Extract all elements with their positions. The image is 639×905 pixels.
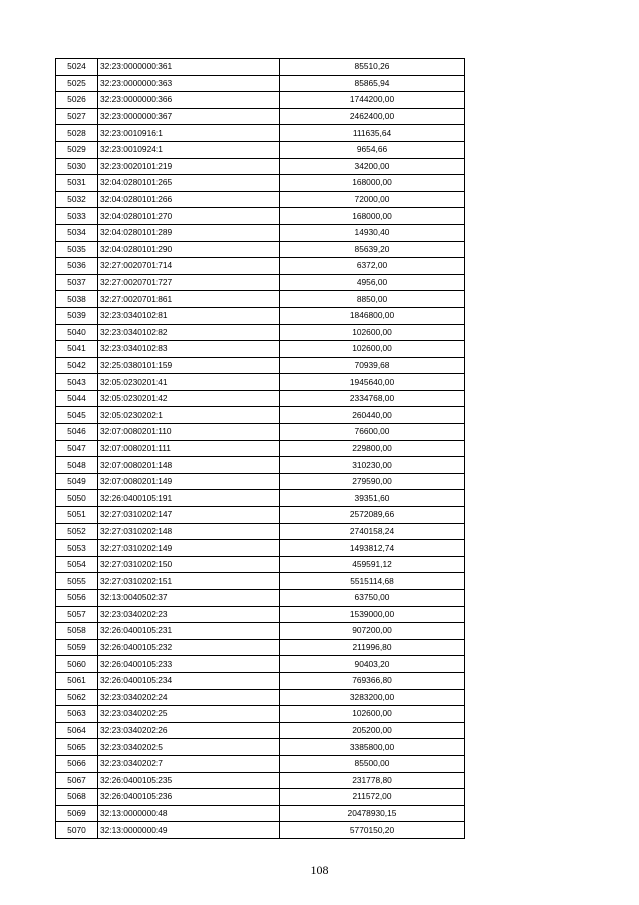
- value-cell: 4956,00: [280, 274, 465, 291]
- value-cell: 1744200,00: [280, 92, 465, 109]
- table-row: [56, 540, 465, 557]
- cadastral-number-cell: 32:07:0080201:149: [98, 473, 280, 490]
- row-number-cell: 5037: [56, 274, 98, 291]
- table-row: [56, 590, 465, 607]
- value-cell: 5515114,68: [280, 573, 465, 590]
- table-body: [56, 59, 465, 839]
- value-cell: 6372,00: [280, 258, 465, 275]
- table-row: [56, 407, 465, 424]
- cadastral-number-cell: 32:27:0020701:727: [98, 274, 280, 291]
- table-row: [56, 158, 465, 175]
- value-cell: 102600,00: [280, 341, 465, 358]
- page-number: 108: [310, 863, 329, 877]
- row-number-cell: 5053: [56, 540, 98, 557]
- table-row: [56, 108, 465, 125]
- value-cell: 168000,00: [280, 208, 465, 225]
- value-cell: 85500,00: [280, 755, 465, 772]
- cadastral-number-cell: 32:27:0310202:147: [98, 507, 280, 524]
- row-number-cell: 5067: [56, 772, 98, 789]
- table-row: [56, 357, 465, 374]
- cadastral-number-cell: 32:27:0310202:148: [98, 523, 280, 540]
- value-cell: 1945640,00: [280, 374, 465, 391]
- value-cell: 85639,20: [280, 241, 465, 258]
- cadastral-number-cell: 32:26:0400105:191: [98, 490, 280, 507]
- cadastral-number-cell: 32:04:0280101:290: [98, 241, 280, 258]
- value-cell: 111635,64: [280, 125, 465, 142]
- cadastral-number-cell: 32:26:0400105:233: [98, 656, 280, 673]
- cadastral-number-cell: 32:23:0000000:361: [98, 59, 280, 76]
- cadastral-number-cell: 32:13:0000000:48: [98, 805, 280, 822]
- cadastral-number-cell: 32:26:0400105:232: [98, 639, 280, 656]
- table-row: [56, 125, 465, 142]
- cadastral-number-cell: 32:05:0230201:41: [98, 374, 280, 391]
- value-cell: 102600,00: [280, 706, 465, 723]
- row-number-cell: 5065: [56, 739, 98, 756]
- table-row: [56, 805, 465, 822]
- cadastral-number-cell: 32:04:0280101:270: [98, 208, 280, 225]
- cadastral-number-cell: 32:23:0340102:81: [98, 307, 280, 324]
- value-cell: 85510,26: [280, 59, 465, 76]
- cadastral-number-cell: 32:23:0000000:367: [98, 108, 280, 125]
- row-number-cell: 5043: [56, 374, 98, 391]
- cadastral-number-cell: 32:04:0280101:266: [98, 191, 280, 208]
- row-number-cell: 5038: [56, 291, 98, 308]
- row-number-cell: 5029: [56, 141, 98, 158]
- row-number-cell: 5032: [56, 191, 98, 208]
- value-cell: 20478930,15: [280, 805, 465, 822]
- cadastral-number-cell: 32:27:0310202:150: [98, 556, 280, 573]
- value-cell: 1493812,74: [280, 540, 465, 557]
- cadastral-number-cell: 32:23:0340102:83: [98, 341, 280, 358]
- row-number-cell: 5059: [56, 639, 98, 656]
- table-row: [56, 739, 465, 756]
- value-cell: 2740158,24: [280, 523, 465, 540]
- row-number-cell: 5050: [56, 490, 98, 507]
- cadastral-number-cell: 32:23:0010916:1: [98, 125, 280, 142]
- row-number-cell: 5062: [56, 689, 98, 706]
- row-number-cell: 5044: [56, 390, 98, 407]
- table-row: [56, 59, 465, 76]
- cadastral-number-cell: 32:23:0340202:23: [98, 606, 280, 623]
- table-row: [56, 224, 465, 241]
- table-row: [56, 374, 465, 391]
- row-number-cell: 5054: [56, 556, 98, 573]
- cadastral-number-cell: 32:07:0080201:111: [98, 440, 280, 457]
- table-row: [56, 440, 465, 457]
- table-row: [56, 473, 465, 490]
- table-row: [56, 755, 465, 772]
- table-row: [56, 274, 465, 291]
- row-number-cell: 5055: [56, 573, 98, 590]
- value-cell: 3385800,00: [280, 739, 465, 756]
- cadastral-number-cell: 32:13:0040502:37: [98, 590, 280, 607]
- cadastral-number-cell: 32:27:0020701:861: [98, 291, 280, 308]
- row-number-cell: 5049: [56, 473, 98, 490]
- cadastral-number-cell: 32:26:0400105:231: [98, 623, 280, 640]
- table-row: [56, 556, 465, 573]
- row-number-cell: 5061: [56, 672, 98, 689]
- row-number-cell: 5041: [56, 341, 98, 358]
- row-number-cell: 5058: [56, 623, 98, 640]
- row-number-cell: 5051: [56, 507, 98, 524]
- cadastral-number-cell: 32:23:0340202:7: [98, 755, 280, 772]
- cadastral-number-cell: 32:07:0080201:110: [98, 424, 280, 441]
- row-number-cell: 5026: [56, 92, 98, 109]
- table-row: [56, 424, 465, 441]
- row-number-cell: 5027: [56, 108, 98, 125]
- value-cell: 2572089,66: [280, 507, 465, 524]
- value-cell: 76600,00: [280, 424, 465, 441]
- table-row: [56, 75, 465, 92]
- value-cell: 205200,00: [280, 722, 465, 739]
- value-cell: 34200,00: [280, 158, 465, 175]
- value-cell: 907200,00: [280, 623, 465, 640]
- cadastral-number-cell: 32:27:0310202:151: [98, 573, 280, 590]
- row-number-cell: 5045: [56, 407, 98, 424]
- cadastral-number-cell: 32:23:0340202:25: [98, 706, 280, 723]
- value-cell: 14930,40: [280, 224, 465, 241]
- value-cell: 2462400,00: [280, 108, 465, 125]
- cadastral-number-cell: 32:04:0280101:289: [98, 224, 280, 241]
- value-cell: 72000,00: [280, 191, 465, 208]
- table-row: [56, 457, 465, 474]
- cadastral-number-cell: 32:05:0230201:42: [98, 390, 280, 407]
- table-row: [56, 573, 465, 590]
- value-cell: 63750,00: [280, 590, 465, 607]
- table-row: [56, 523, 465, 540]
- row-number-cell: 5056: [56, 590, 98, 607]
- value-cell: 1539000,00: [280, 606, 465, 623]
- table-row: [56, 324, 465, 341]
- value-cell: 85865,94: [280, 75, 465, 92]
- cadastral-value-table: [55, 58, 465, 839]
- table-row: [56, 241, 465, 258]
- table-row: [56, 772, 465, 789]
- value-cell: 168000,00: [280, 175, 465, 192]
- value-cell: 211572,00: [280, 789, 465, 806]
- table-row: [56, 191, 465, 208]
- table-row: [56, 606, 465, 623]
- row-number-cell: 5024: [56, 59, 98, 76]
- row-number-cell: 5034: [56, 224, 98, 241]
- cadastral-number-cell: 32:26:0400105:235: [98, 772, 280, 789]
- cadastral-number-cell: 32:05:0230202:1: [98, 407, 280, 424]
- table-row: [56, 822, 465, 839]
- table-row: [56, 291, 465, 308]
- row-number-cell: 5031: [56, 175, 98, 192]
- cadastral-number-cell: 32:23:0000000:366: [98, 92, 280, 109]
- cadastral-number-cell: 32:13:0000000:49: [98, 822, 280, 839]
- cadastral-number-cell: 32:26:0400105:234: [98, 672, 280, 689]
- row-number-cell: 5070: [56, 822, 98, 839]
- value-cell: 3283200,00: [280, 689, 465, 706]
- table-row: [56, 722, 465, 739]
- cadastral-number-cell: 32:23:0000000:363: [98, 75, 280, 92]
- value-cell: 8850,00: [280, 291, 465, 308]
- value-cell: 1846800,00: [280, 307, 465, 324]
- cadastral-number-cell: 32:04:0280101:265: [98, 175, 280, 192]
- table-row: [56, 141, 465, 158]
- cadastral-number-cell: 32:23:0340102:82: [98, 324, 280, 341]
- row-number-cell: 5042: [56, 357, 98, 374]
- value-cell: 39351,60: [280, 490, 465, 507]
- row-number-cell: 5069: [56, 805, 98, 822]
- table-row: [56, 689, 465, 706]
- value-cell: 279590,00: [280, 473, 465, 490]
- cadastral-number-cell: 32:23:0020101:219: [98, 158, 280, 175]
- value-cell: 231778,80: [280, 772, 465, 789]
- value-cell: 260440,00: [280, 407, 465, 424]
- value-cell: 102600,00: [280, 324, 465, 341]
- table-row: [56, 623, 465, 640]
- row-number-cell: 5040: [56, 324, 98, 341]
- row-number-cell: 5033: [56, 208, 98, 225]
- table-row: [56, 789, 465, 806]
- row-number-cell: 5030: [56, 158, 98, 175]
- row-number-cell: 5057: [56, 606, 98, 623]
- row-number-cell: 5048: [56, 457, 98, 474]
- table-row: [56, 307, 465, 324]
- row-number-cell: 5068: [56, 789, 98, 806]
- row-number-cell: 5039: [56, 307, 98, 324]
- row-number-cell: 5060: [56, 656, 98, 673]
- cadastral-number-cell: 32:25:0380101:159: [98, 357, 280, 374]
- table-row: [56, 490, 465, 507]
- table-row: [56, 672, 465, 689]
- row-number-cell: 5028: [56, 125, 98, 142]
- value-cell: 310230,00: [280, 457, 465, 474]
- cadastral-number-cell: 32:26:0400105:236: [98, 789, 280, 806]
- row-number-cell: 5066: [56, 755, 98, 772]
- table-row: [56, 258, 465, 275]
- value-cell: 459591,12: [280, 556, 465, 573]
- table-row: [56, 92, 465, 109]
- value-cell: 229800,00: [280, 440, 465, 457]
- value-cell: 70939,68: [280, 357, 465, 374]
- value-cell: 211996,80: [280, 639, 465, 656]
- table-row: [56, 175, 465, 192]
- table-row: [56, 208, 465, 225]
- row-number-cell: 5036: [56, 258, 98, 275]
- cadastral-number-cell: 32:27:0020701:714: [98, 258, 280, 275]
- cadastral-number-cell: 32:23:0340202:26: [98, 722, 280, 739]
- value-cell: 769366,80: [280, 672, 465, 689]
- cadastral-number-cell: 32:07:0080201:148: [98, 457, 280, 474]
- table-row: [56, 639, 465, 656]
- row-number-cell: 5035: [56, 241, 98, 258]
- row-number-cell: 5047: [56, 440, 98, 457]
- table-row: [56, 341, 465, 358]
- cadastral-number-cell: 32:23:0010924:1: [98, 141, 280, 158]
- row-number-cell: 5025: [56, 75, 98, 92]
- row-number-cell: 5052: [56, 523, 98, 540]
- cadastral-number-cell: 32:23:0340202:24: [98, 689, 280, 706]
- row-number-cell: 5046: [56, 424, 98, 441]
- cadastral-number-cell: 32:27:0310202:149: [98, 540, 280, 557]
- row-number-cell: 5063: [56, 706, 98, 723]
- value-cell: 90403,20: [280, 656, 465, 673]
- cadastral-number-cell: 32:23:0340202:5: [98, 739, 280, 756]
- table-row: [56, 390, 465, 407]
- value-cell: 2334768,00: [280, 390, 465, 407]
- table-row: [56, 706, 465, 723]
- value-cell: 5770150,20: [280, 822, 465, 839]
- value-cell: 9654,66: [280, 141, 465, 158]
- row-number-cell: 5064: [56, 722, 98, 739]
- table-row: [56, 656, 465, 673]
- table-row: [56, 507, 465, 524]
